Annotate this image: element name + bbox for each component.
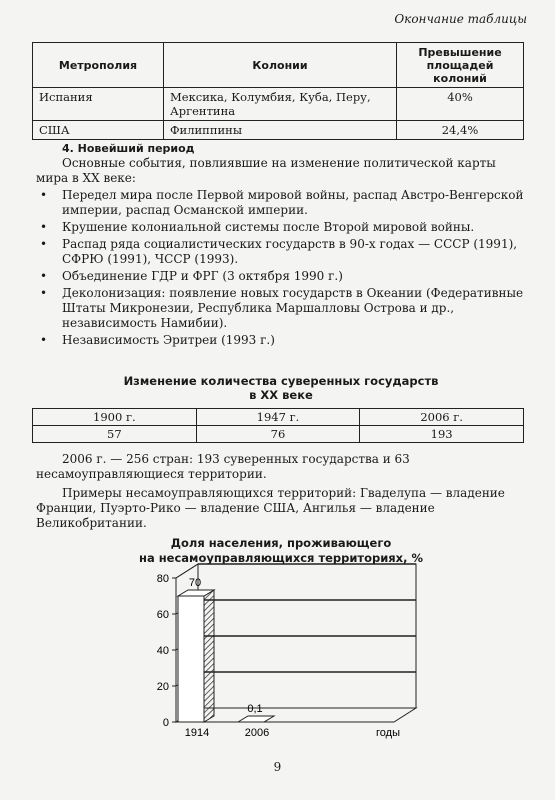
bar-value-label: 70 [188, 577, 202, 589]
x-tick-label: 1914 [184, 727, 210, 739]
table-cell: 2006 г. [360, 409, 524, 426]
table-cell: 1947 г. [196, 409, 360, 426]
y-tick-label: 80 [156, 573, 169, 585]
states-table-title-line1: Изменение количества суверенных государств [123, 374, 439, 388]
table-cell: Испания [33, 88, 164, 121]
y-tick-label: 0 [162, 717, 169, 729]
paragraph: 2006 г. — 256 стран: 193 суверенных государства и 63 несамоуправляющиеся территории. [36, 452, 410, 481]
bar-front [178, 596, 204, 722]
bar-value-label: 0,1 [247, 702, 263, 715]
y-tick-label: 20 [156, 681, 169, 693]
table-cell: 24,4% [397, 121, 524, 140]
table-header: Метрополия [33, 43, 164, 88]
states-table-title-line2: в XX веке [249, 388, 313, 402]
chart-title-line1: Доля населения, проживающего [170, 536, 392, 550]
table-header: Превышение площадей колоний [397, 43, 524, 88]
table-cell: 76 [196, 426, 360, 443]
table-header: Колонии [164, 43, 397, 88]
paragraph: Примеры несамоуправляющихся территорий: Гваделупа — владение Франции, Пуэрто-Рико — владение США, Ангилья — владение Великобритании. [36, 486, 505, 530]
list-item: • Крушение колониальной системы после Второй мировой войны. [36, 220, 526, 235]
list-item: • Передел мира после Первой мировой войны, распад Австро-Венгерской империи, распад Османской империи. [36, 188, 526, 218]
bar-flat [238, 716, 274, 722]
table-cell: Филиппины [164, 121, 397, 140]
list-item: • Независимость Эритреи (1993 г.) [36, 333, 526, 348]
list-item: • Распад ряда социалистических государств в 90-х годах — СССР (1991), СФРЮ (1991), ЧССР (1993). [36, 237, 526, 267]
page-number: 9 [273, 760, 282, 774]
table-continuation-label: Окончание таблицы [394, 12, 527, 26]
list-item: • Деколонизация: появление новых государств в Океании (Федеративные Штаты Микронезии, Республика Маршалловы Острова и др., независимость Намибии). [36, 286, 526, 331]
table-cell: 193 [360, 426, 524, 443]
x-tick-label: 2006 [244, 727, 270, 739]
section-intro: Основные события, повлиявшие на изменение политической карты мира в XX веке: [36, 156, 496, 185]
table-cell: 40% [397, 88, 524, 121]
section-title: 4. Новейший период [62, 142, 195, 155]
y-tick-label: 40 [156, 645, 169, 657]
table-cell: США [33, 121, 164, 140]
list-item: • Объединение ГДР и ФРГ (3 октября 1990 г.) [36, 269, 526, 284]
gridline-side [176, 564, 198, 578]
table-cell: 1900 г. [33, 409, 197, 426]
x-axis-label: годы [376, 727, 400, 739]
table-cell: Мексика, Колумбия, Куба, Перу, Аргентина [164, 88, 397, 121]
y-tick-label: 60 [156, 609, 169, 621]
bar-side [204, 590, 214, 722]
table-cell: 57 [33, 426, 197, 443]
chart-title-line2: на несамоуправляющихся территориях, % [139, 551, 423, 565]
